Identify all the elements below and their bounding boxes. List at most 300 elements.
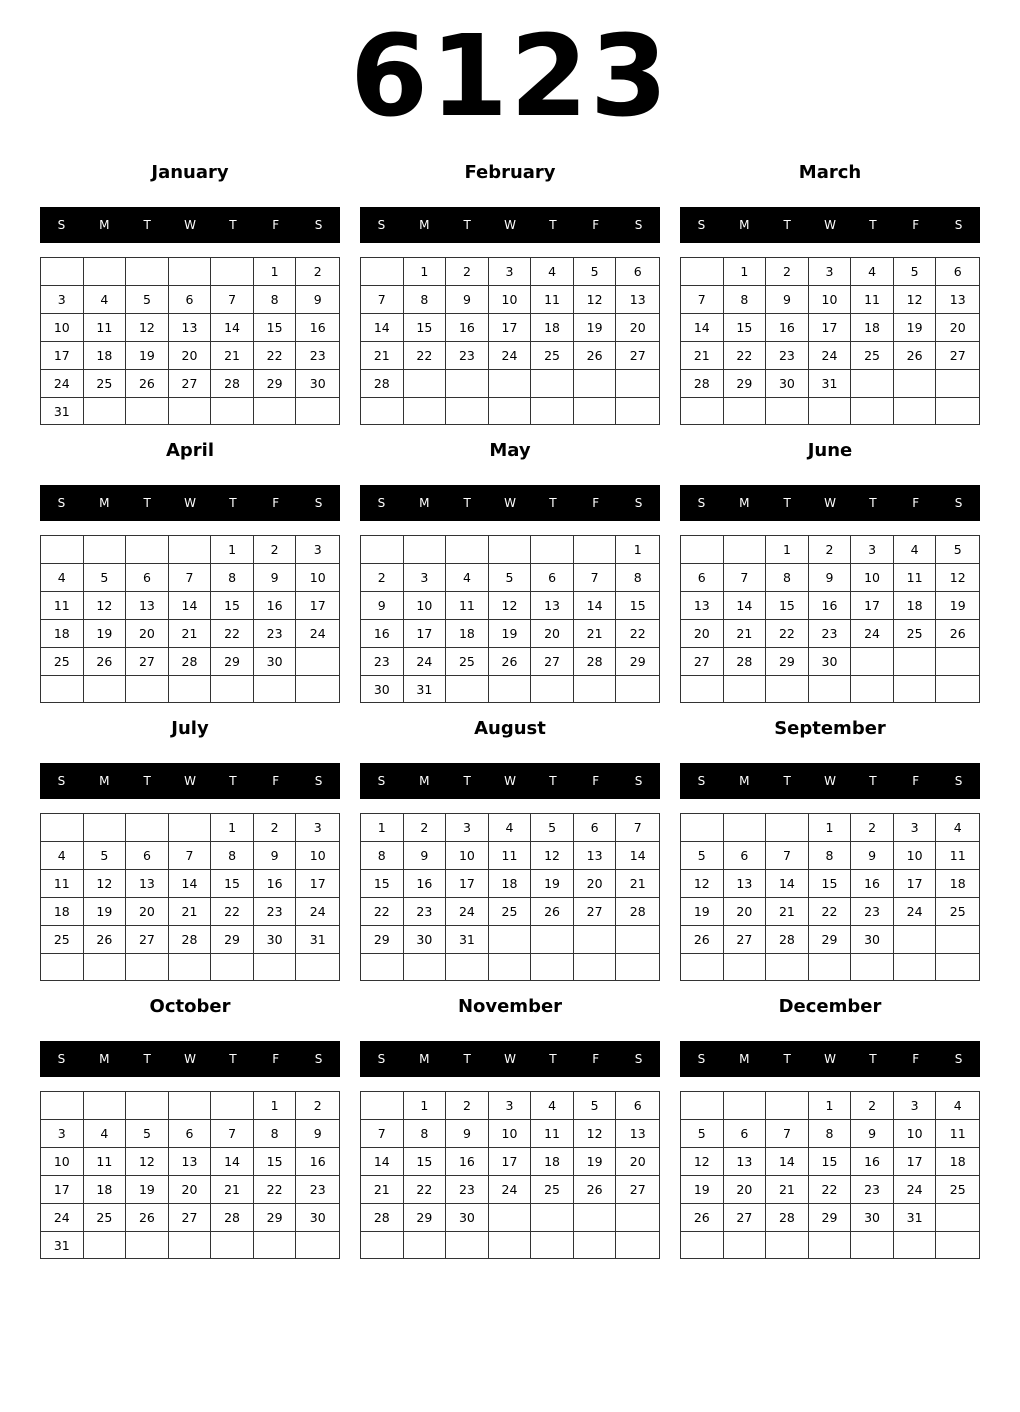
- day-cell: 3: [296, 814, 339, 842]
- empty-day-cell: [936, 926, 979, 954]
- day-cell: 12: [531, 842, 574, 870]
- empty-day-cell: [41, 676, 84, 702]
- day-cell: 20: [724, 898, 767, 926]
- day-cell: 29: [211, 648, 254, 676]
- empty-day-cell: [766, 814, 809, 842]
- empty-day-cell: [126, 814, 169, 842]
- weekday-label: W: [824, 496, 836, 510]
- month-name: February: [464, 162, 556, 183]
- weekday-label: S: [697, 774, 706, 788]
- day-cell: 18: [531, 1148, 574, 1176]
- day-cell: 10: [489, 1120, 532, 1148]
- weekday-label: M: [99, 218, 110, 232]
- day-cell: 22: [404, 342, 447, 370]
- day-cell: 15: [616, 592, 659, 620]
- day-cell: 26: [574, 1176, 617, 1204]
- day-cell: 7: [574, 564, 617, 592]
- day-cell: 19: [574, 1148, 617, 1176]
- day-cell: 23: [254, 620, 297, 648]
- day-cell: 24: [894, 1176, 937, 1204]
- day-cell: 24: [809, 342, 852, 370]
- day-cell: 1: [724, 258, 767, 286]
- empty-day-cell: [446, 954, 489, 980]
- day-cell: 2: [254, 814, 297, 842]
- weekday-label: F: [912, 218, 920, 232]
- empty-day-cell: [766, 676, 809, 702]
- day-cell: 6: [724, 1120, 767, 1148]
- days-grid: [680, 535, 980, 703]
- empty-day-cell: [809, 398, 852, 424]
- day-cell: 21: [169, 898, 212, 926]
- day-cell: 14: [169, 592, 212, 620]
- day-cell: 30: [254, 648, 297, 676]
- day-cell: 12: [936, 564, 979, 592]
- empty-day-cell: [616, 676, 659, 703]
- empty-day-cell: [169, 536, 212, 564]
- empty-day-cell: [489, 1232, 532, 1258]
- day-cell: 27: [724, 1204, 767, 1232]
- day-cell: 7: [766, 1120, 809, 1148]
- weekday-label: F: [272, 218, 280, 232]
- weekday-label: S: [634, 496, 643, 510]
- day-cell: 15: [724, 314, 767, 342]
- weekday-label: M: [739, 218, 750, 232]
- day-cell: 30: [296, 370, 339, 398]
- day-cell: 14: [211, 1148, 254, 1176]
- days-grid: [40, 257, 340, 425]
- day-cell: 16: [404, 870, 447, 898]
- day-cell: 28: [681, 370, 724, 398]
- empty-day-cell: [681, 258, 724, 286]
- day-cell: 3: [489, 1092, 532, 1120]
- weekday-label: S: [57, 774, 66, 788]
- weekday-header: [680, 1041, 980, 1077]
- day-cell: 31: [404, 676, 447, 703]
- weekday-label: T: [143, 774, 151, 788]
- day-cell: 15: [211, 592, 254, 620]
- weekday-label: W: [504, 1052, 516, 1066]
- empty-day-cell: [41, 954, 84, 980]
- empty-day-cell: [574, 536, 617, 564]
- day-cell: 19: [681, 1176, 724, 1204]
- day-cell: 27: [724, 926, 767, 954]
- empty-day-cell: [616, 954, 659, 980]
- day-cell: 6: [574, 814, 617, 842]
- day-cell: 1: [766, 536, 809, 564]
- day-cell: 1: [211, 814, 254, 842]
- day-cell: 12: [84, 870, 127, 898]
- day-cell: 20: [169, 1176, 212, 1204]
- empty-day-cell: [296, 1232, 339, 1259]
- empty-day-cell: [489, 954, 532, 980]
- day-cell: 2: [254, 536, 297, 564]
- day-cell: 13: [169, 314, 212, 342]
- day-cell: 30: [404, 926, 447, 954]
- day-cell: 14: [169, 870, 212, 898]
- empty-day-cell: [84, 258, 127, 286]
- day-cell: 26: [126, 370, 169, 398]
- day-cell: 22: [254, 342, 297, 370]
- day-cell: 13: [681, 592, 724, 620]
- weekday-header: [680, 485, 980, 521]
- month-name: March: [798, 162, 862, 183]
- day-cell: 7: [211, 286, 254, 314]
- days-grid: [680, 1091, 980, 1259]
- month-name: August: [474, 718, 546, 739]
- day-cell: 18: [936, 870, 979, 898]
- day-cell: 28: [361, 370, 404, 398]
- weekday-label: M: [739, 774, 750, 788]
- day-cell: 1: [211, 536, 254, 564]
- weekday-header: [40, 1041, 340, 1077]
- empty-day-cell: [724, 536, 767, 564]
- day-cell: 8: [254, 286, 297, 314]
- day-cell: 18: [894, 592, 937, 620]
- empty-day-cell: [851, 1232, 894, 1258]
- day-cell: 15: [361, 870, 404, 898]
- day-cell: 22: [809, 1176, 852, 1204]
- day-cell: 25: [446, 648, 489, 676]
- day-cell: 13: [936, 286, 979, 314]
- year-title: 6123: [350, 12, 670, 142]
- day-cell: 10: [41, 1148, 84, 1176]
- day-cell: 29: [211, 926, 254, 954]
- day-cell: 5: [84, 842, 127, 870]
- day-cell: 23: [296, 1176, 339, 1204]
- weekday-label: M: [739, 496, 750, 510]
- day-cell: 13: [169, 1148, 212, 1176]
- day-cell: 26: [489, 648, 532, 676]
- empty-day-cell: [531, 370, 574, 398]
- day-cell: 14: [724, 592, 767, 620]
- day-cell: 11: [41, 870, 84, 898]
- day-cell: 24: [41, 1204, 84, 1232]
- weekday-label: W: [184, 218, 196, 232]
- weekday-label: S: [314, 218, 323, 232]
- weekday-label: T: [549, 774, 557, 788]
- empty-day-cell: [574, 926, 617, 954]
- day-cell: 20: [724, 1176, 767, 1204]
- day-cell: 27: [126, 648, 169, 676]
- empty-day-cell: [361, 398, 404, 424]
- day-cell: 27: [681, 648, 724, 676]
- empty-day-cell: [296, 398, 339, 425]
- day-cell: 3: [296, 536, 339, 564]
- weekday-label: T: [783, 774, 791, 788]
- empty-day-cell: [936, 676, 979, 702]
- day-cell: 16: [254, 870, 297, 898]
- day-cell: 21: [211, 1176, 254, 1204]
- month-name: April: [165, 440, 215, 461]
- day-cell: 23: [851, 898, 894, 926]
- day-cell: 20: [936, 314, 979, 342]
- weekday-label: F: [592, 496, 600, 510]
- day-cell: 19: [531, 870, 574, 898]
- day-cell: 10: [41, 314, 84, 342]
- empty-day-cell: [531, 1204, 574, 1232]
- empty-day-cell: [531, 676, 574, 703]
- empty-day-cell: [254, 954, 297, 980]
- day-cell: 9: [446, 286, 489, 314]
- day-cell: 11: [531, 1120, 574, 1148]
- month-name: July: [171, 718, 209, 739]
- day-cell: 12: [489, 592, 532, 620]
- empty-day-cell: [446, 536, 489, 564]
- empty-day-cell: [41, 1092, 84, 1120]
- days-grid: [360, 257, 660, 425]
- month-june: [680, 438, 980, 713]
- day-cell: 17: [41, 342, 84, 370]
- day-cell: 24: [404, 648, 447, 676]
- empty-day-cell: [84, 1092, 127, 1120]
- weekday-label: S: [697, 496, 706, 510]
- empty-day-cell: [936, 370, 979, 398]
- day-cell: 6: [126, 842, 169, 870]
- weekday-label: S: [57, 496, 66, 510]
- empty-day-cell: [936, 1232, 979, 1258]
- empty-day-cell: [84, 536, 127, 564]
- weekday-label: T: [783, 1052, 791, 1066]
- weekday-label: S: [377, 496, 386, 510]
- day-cell: 10: [489, 286, 532, 314]
- empty-day-cell: [851, 370, 894, 398]
- day-cell: 10: [894, 842, 937, 870]
- day-cell: 23: [361, 648, 404, 676]
- empty-day-cell: [531, 398, 574, 424]
- empty-day-cell: [681, 536, 724, 564]
- month-name: June: [807, 440, 853, 461]
- day-cell: 22: [616, 620, 659, 648]
- day-cell: 4: [446, 564, 489, 592]
- day-cell: 29: [404, 1204, 447, 1232]
- day-cell: 13: [126, 870, 169, 898]
- day-cell: 18: [489, 870, 532, 898]
- empty-day-cell: [574, 370, 617, 398]
- weekday-label: T: [549, 496, 557, 510]
- day-cell: 7: [211, 1120, 254, 1148]
- weekday-label: T: [463, 218, 471, 232]
- day-cell: 26: [936, 620, 979, 648]
- weekday-label: T: [463, 1052, 471, 1066]
- weekday-header: [680, 207, 980, 243]
- day-cell: 31: [41, 1232, 84, 1259]
- day-cell: 22: [211, 620, 254, 648]
- weekday-label: S: [377, 1052, 386, 1066]
- day-cell: 8: [404, 286, 447, 314]
- empty-day-cell: [574, 1232, 617, 1258]
- day-cell: 11: [851, 286, 894, 314]
- day-cell: 5: [126, 286, 169, 314]
- day-cell: 4: [851, 258, 894, 286]
- day-cell: 5: [681, 1120, 724, 1148]
- day-cell: 13: [574, 842, 617, 870]
- weekday-label: T: [229, 218, 237, 232]
- day-cell: 25: [936, 1176, 979, 1204]
- day-cell: 18: [41, 898, 84, 926]
- weekday-header: [40, 485, 340, 521]
- weekday-label: M: [99, 1052, 110, 1066]
- day-cell: 19: [126, 342, 169, 370]
- day-cell: 6: [169, 286, 212, 314]
- empty-day-cell: [211, 676, 254, 702]
- day-cell: 28: [724, 648, 767, 676]
- day-cell: 15: [254, 1148, 297, 1176]
- day-cell: 15: [404, 1148, 447, 1176]
- day-cell: 12: [574, 1120, 617, 1148]
- empty-day-cell: [211, 954, 254, 980]
- day-cell: 25: [894, 620, 937, 648]
- empty-day-cell: [766, 1092, 809, 1120]
- day-cell: 29: [361, 926, 404, 954]
- weekday-label: S: [697, 218, 706, 232]
- day-cell: 8: [809, 1120, 852, 1148]
- day-cell: 13: [531, 592, 574, 620]
- day-cell: 8: [254, 1120, 297, 1148]
- month-name: September: [774, 718, 886, 739]
- day-cell: 16: [809, 592, 852, 620]
- weekday-label: T: [549, 1052, 557, 1066]
- empty-day-cell: [211, 1092, 254, 1120]
- day-cell: 14: [574, 592, 617, 620]
- day-cell: 14: [681, 314, 724, 342]
- day-cell: 5: [894, 258, 937, 286]
- day-cell: 22: [724, 342, 767, 370]
- weekday-label: T: [869, 496, 877, 510]
- day-cell: 14: [766, 1148, 809, 1176]
- empty-day-cell: [724, 1232, 767, 1258]
- day-cell: 5: [489, 564, 532, 592]
- empty-day-cell: [296, 954, 339, 980]
- month-september: [680, 716, 980, 991]
- day-cell: 17: [41, 1176, 84, 1204]
- day-cell: 4: [531, 258, 574, 286]
- weekday-label: S: [57, 218, 66, 232]
- day-cell: 17: [851, 592, 894, 620]
- day-cell: 11: [936, 1120, 979, 1148]
- day-cell: 5: [574, 1092, 617, 1120]
- day-cell: 22: [361, 898, 404, 926]
- days-grid: [40, 1091, 340, 1259]
- day-cell: 14: [361, 1148, 404, 1176]
- day-cell: 9: [766, 286, 809, 314]
- day-cell: 9: [446, 1120, 489, 1148]
- empty-day-cell: [894, 676, 937, 702]
- weekday-label: S: [634, 774, 643, 788]
- day-cell: 20: [169, 342, 212, 370]
- empty-day-cell: [361, 258, 404, 286]
- month-august: [360, 716, 660, 991]
- day-cell: 11: [936, 842, 979, 870]
- day-cell: 20: [681, 620, 724, 648]
- day-cell: 19: [894, 314, 937, 342]
- empty-day-cell: [211, 258, 254, 286]
- weekday-header: [40, 763, 340, 799]
- weekday-label: T: [783, 496, 791, 510]
- day-cell: 11: [446, 592, 489, 620]
- empty-day-cell: [126, 1092, 169, 1120]
- empty-day-cell: [894, 648, 937, 676]
- day-cell: 20: [531, 620, 574, 648]
- day-cell: 7: [361, 1120, 404, 1148]
- day-cell: 4: [489, 814, 532, 842]
- empty-day-cell: [361, 1232, 404, 1258]
- weekday-label: M: [99, 774, 110, 788]
- weekday-label: F: [272, 774, 280, 788]
- day-cell: 19: [84, 898, 127, 926]
- day-cell: 29: [254, 370, 297, 398]
- empty-day-cell: [489, 926, 532, 954]
- empty-day-cell: [296, 676, 339, 702]
- empty-day-cell: [936, 648, 979, 676]
- day-cell: 31: [296, 926, 339, 954]
- day-cell: 27: [169, 370, 212, 398]
- empty-day-cell: [809, 676, 852, 702]
- day-cell: 16: [851, 1148, 894, 1176]
- day-cell: 17: [894, 870, 937, 898]
- day-cell: 11: [894, 564, 937, 592]
- day-cell: 31: [41, 398, 84, 425]
- day-cell: 12: [126, 314, 169, 342]
- weekday-label: W: [824, 1052, 836, 1066]
- day-cell: 6: [724, 842, 767, 870]
- month-july: [40, 716, 340, 991]
- day-cell: 25: [851, 342, 894, 370]
- day-cell: 26: [531, 898, 574, 926]
- weekday-label: F: [912, 496, 920, 510]
- day-cell: 19: [574, 314, 617, 342]
- day-cell: 2: [404, 814, 447, 842]
- empty-day-cell: [531, 954, 574, 980]
- empty-day-cell: [766, 398, 809, 424]
- days-grid: [360, 535, 660, 703]
- day-cell: 6: [936, 258, 979, 286]
- day-cell: 2: [446, 258, 489, 286]
- day-cell: 20: [616, 314, 659, 342]
- day-cell: 4: [936, 1092, 979, 1120]
- day-cell: 13: [616, 286, 659, 314]
- day-cell: 8: [809, 842, 852, 870]
- day-cell: 6: [126, 564, 169, 592]
- empty-day-cell: [489, 370, 532, 398]
- day-cell: 4: [84, 1120, 127, 1148]
- day-cell: 19: [489, 620, 532, 648]
- day-cell: 5: [84, 564, 127, 592]
- day-cell: 30: [809, 648, 852, 676]
- day-cell: 3: [404, 564, 447, 592]
- empty-day-cell: [84, 1232, 127, 1259]
- month-april: [40, 438, 340, 713]
- day-cell: 1: [254, 1092, 297, 1120]
- empty-day-cell: [404, 398, 447, 424]
- day-cell: 18: [84, 342, 127, 370]
- empty-day-cell: [574, 676, 617, 703]
- empty-day-cell: [169, 398, 212, 425]
- weekday-header: [360, 1041, 660, 1077]
- day-cell: 26: [126, 1204, 169, 1232]
- day-cell: 24: [296, 620, 339, 648]
- day-cell: 24: [296, 898, 339, 926]
- day-cell: 1: [616, 536, 659, 564]
- day-cell: 4: [531, 1092, 574, 1120]
- day-cell: 21: [766, 1176, 809, 1204]
- empty-day-cell: [851, 954, 894, 980]
- day-cell: 14: [616, 842, 659, 870]
- day-cell: 10: [809, 286, 852, 314]
- day-cell: 28: [766, 1204, 809, 1232]
- day-cell: 16: [446, 1148, 489, 1176]
- day-cell: 2: [361, 564, 404, 592]
- empty-day-cell: [404, 1232, 447, 1258]
